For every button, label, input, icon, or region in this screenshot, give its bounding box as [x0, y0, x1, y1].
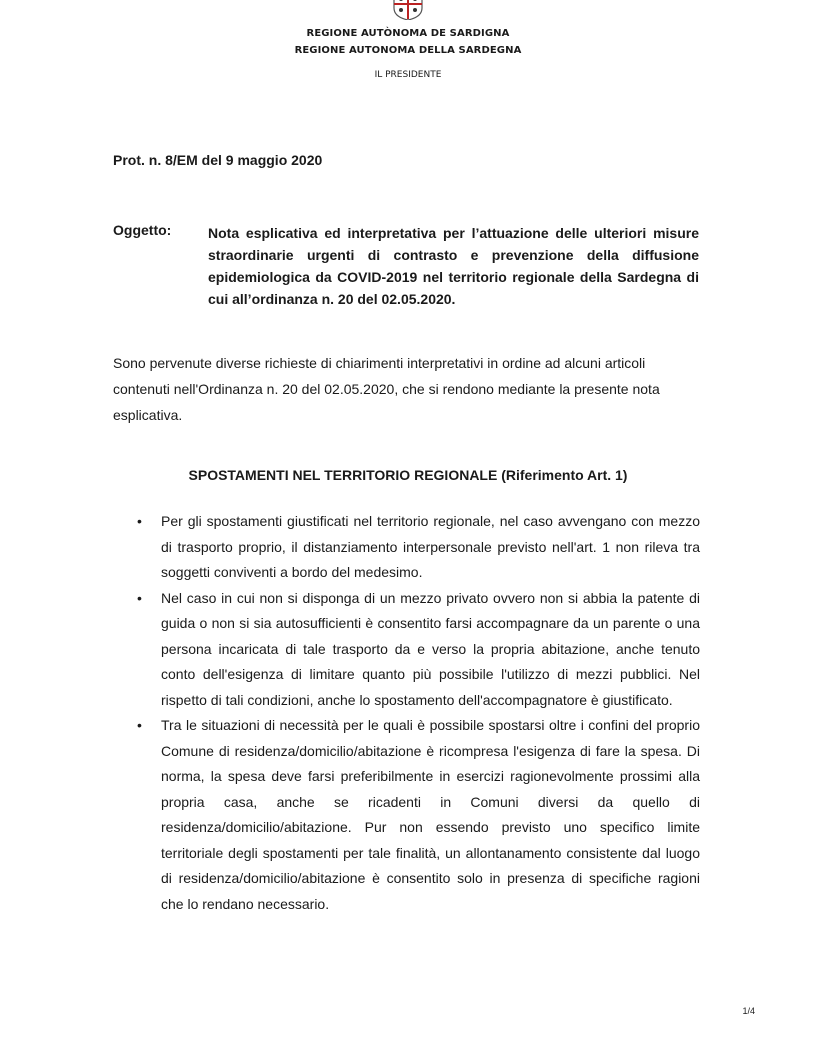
list-item	[113, 509, 700, 586]
list-item-text: Tra le situazioni di necessità per le quali è possibile spostarsi oltre i confini del proprio Comune di residenza/domicilio/abitazione è ricompresa l'esigenza di fare la spesa. Di norma, la spesa deve farsi preferibilmente in esercizi ragionevolmente prossimi alla propria casa, anche se ricadenti in Comuni diversi da quello di residenza/domicilio/abitazione. Pur non essendo previsto uno specifico limite territoriale degli spostamenti per tale finalità, un allontanamento consistente dal luogo di residenza/domicilio/abitazione è consentito solo in presenza di specifiche ragioni che lo rendano necessario.	[161, 717, 700, 912]
list-item-text: Nel caso in cui non si disponga di un mezzo privato ovvero non si abbia la patente di guida o non si sia autosufficienti è consentito farsi accompagnare da un parente o una persona incaricata di tale trasporto da e verso la propria abitazione, anche tenuto conto dell'esigenza di limitare quanto più possibile l'utilizzo di mezzi pubblici. Nel rispetto di tali condizioni, anche lo spostamento dell'accompagnatore è giustificato.	[161, 589, 700, 708]
section-title: SPOSTAMENTI NEL TERRITORIO REGIONALE (Riferimento Art. 1)	[188, 467, 628, 483]
bullet-icon: •	[137, 513, 142, 529]
list-item-text: Per gli spostamenti giustificati nel territorio regionale, nel caso avvengano con mezzo di trasporto proprio, il distanziamento interpersonale previsto nell'art. 1 non rileva tra soggetti conviventi a bordo del medesimo.	[161, 513, 700, 580]
header-president: IL PRESIDENTE	[374, 70, 442, 80]
region-emblem-icon	[386, 0, 430, 20]
bullet-icon: •	[137, 589, 142, 606]
list-item	[113, 586, 700, 714]
header-region-italian: REGIONE AUTONOMA DELLA SARDEGNA	[294, 45, 522, 56]
bullet-list	[113, 509, 700, 917]
protocol-number: Prot. n. 8/EM del 9 maggio 2020	[113, 152, 323, 168]
page-number: 1/4	[742, 1006, 755, 1016]
list-item	[113, 713, 700, 917]
bullet-icon: •	[137, 717, 142, 733]
subject-text: Nota esplicativa ed interpretativa per l’attuazione delle ulteriori misure straordinarie urgenti di contrasto e prevenzione della diffusione epidemiologica da COVID-2019 nel territorio regionale della Sardegna di cui all’ordinanza n. 20 del 02.05.2020.	[208, 225, 699, 307]
subject-label: Oggetto:	[113, 222, 172, 238]
intro-paragraph: Sono pervenute diverse richieste di chiarimenti interpretativi in ordine ad alcuni articoli contenuti nell'Ordinanza n. 20 del 02.05.2020, che si rendono mediante la presente nota esplicativa.	[113, 355, 660, 423]
header-region-sardinian: REGIONE AUTÒNOMA DE SARDIGNA	[306, 28, 510, 39]
